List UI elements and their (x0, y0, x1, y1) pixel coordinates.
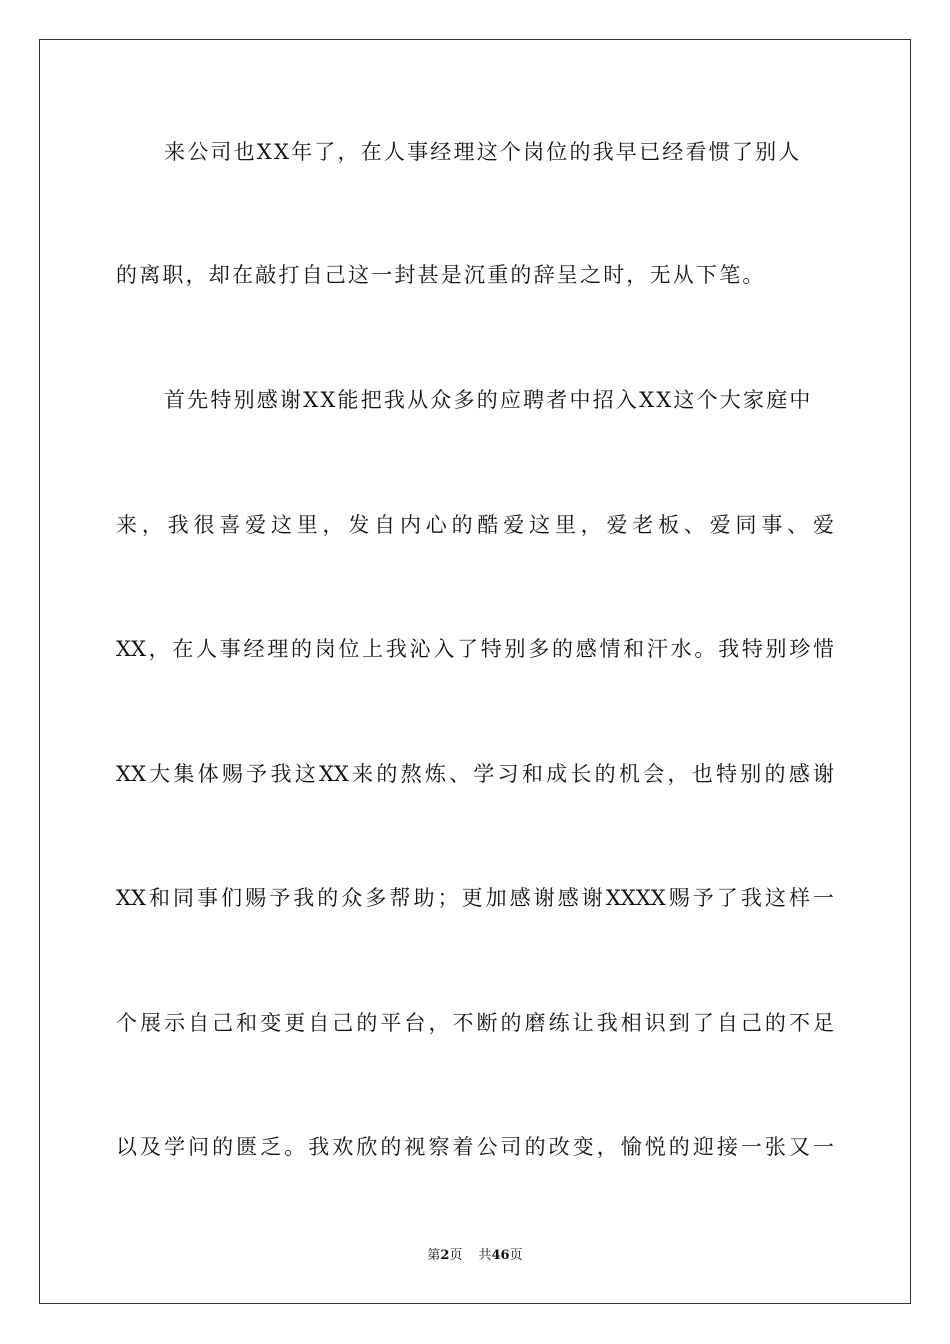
text-line-6: XX大集体赐予我这XX来的熬炼、学习和成长的机会，也特别的感谢 (116, 762, 834, 786)
text-line-7: XX和同事们赐予我的众多帮助；更加感谢感谢XXXX赐予了我这样一 (116, 886, 834, 910)
page-total: 46 (491, 1248, 510, 1263)
text-line-4: 来，我很喜爱这里，发自内心的酷爱这里，爱老板、爱同事、爱 (116, 513, 834, 537)
page-current: 2 (440, 1248, 450, 1263)
page-prefix: 第 (427, 1248, 441, 1263)
page-frame (39, 39, 911, 1304)
total-suffix: 页 (509, 1248, 523, 1263)
total-prefix: 共 (478, 1248, 492, 1263)
text-line-8: 个展示自己和变更自己的平台，不断的磨练让我相识到了自己的不足 (116, 1011, 834, 1035)
text-line-5: XX，在人事经理的岗位上我沁入了特别多的感情和汗水。我特别珍惜 (116, 637, 834, 661)
text-line-9: 以及学问的匮乏。我欢欣的视察着公司的改变，愉悦的迎接一张又一 (116, 1135, 834, 1159)
text-line-1: 来公司也XX年了，在人事经理这个岗位的我早已经看惯了别人 (164, 140, 802, 164)
page-suffix: 页 (449, 1248, 463, 1263)
text-line-3: 首先特别感谢XX能把我从众多的应聘者中招入XX这个大家庭中 (164, 388, 813, 412)
text-line-2: 的离职，却在敲打自己这一封甚是沉重的辞呈之时，无从下笔。 (116, 263, 766, 287)
page-footer (0, 1247, 950, 1265)
